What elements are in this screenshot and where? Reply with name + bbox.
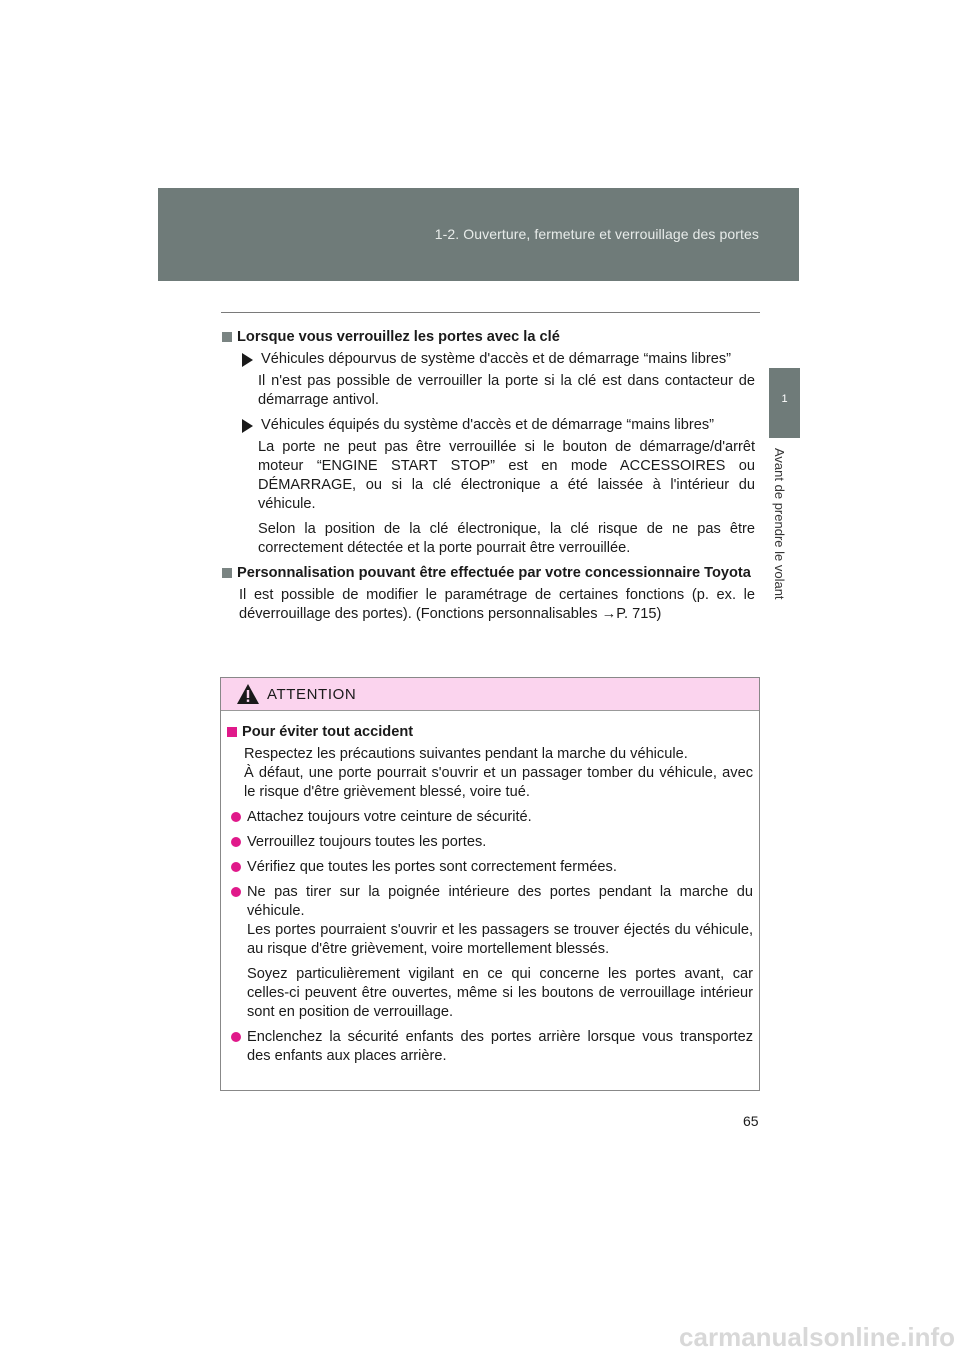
main-content bbox=[222, 328, 755, 630]
header-band bbox=[158, 188, 799, 281]
chapter-label: Avant de prendre le volant bbox=[772, 448, 787, 600]
chapter-tab bbox=[769, 368, 800, 438]
watermark bbox=[0, 1318, 960, 1358]
list-item: Véhicules équipés du système d'accès et de démarrage “mains libres” bbox=[222, 416, 755, 435]
header-rule bbox=[221, 312, 760, 313]
section-heading-lock: Lorsque vous verrouillez les portes avec la clé bbox=[222, 328, 755, 347]
warning-bullet: Verrouillez toujours toutes les portes. bbox=[227, 833, 753, 852]
paragraph: Selon la position de la clé électronique, la clé risque de ne pas être correctement détectée et la porte pourrait être verrouillée. bbox=[258, 521, 755, 556]
warning-intro: Respectez les précautions suivantes pendant la marche du véhicule. À défaut, une porte pourrait s'ouvrir et un passager tomber du véhicule, avec le risque d'être grièvement blessé, voire tué. bbox=[244, 746, 753, 800]
square-bullet-icon bbox=[222, 568, 232, 578]
bullet-icon bbox=[231, 837, 241, 847]
warning-icon bbox=[236, 683, 260, 705]
warning-bullet: Vérifiez que toutes les portes sont correctement fermées. bbox=[227, 858, 753, 877]
triangle-bullet-icon bbox=[242, 353, 253, 367]
warning-heading: Pour éviter tout accident bbox=[227, 723, 753, 742]
bullet-icon bbox=[231, 887, 241, 897]
list-item: Véhicules dépourvus de système d'accès et de démarrage “mains libres” bbox=[222, 350, 755, 369]
warning-header bbox=[221, 678, 759, 711]
square-bullet-icon bbox=[222, 332, 232, 342]
watermark-text: carmanualsonline.info bbox=[679, 1322, 955, 1352]
section-title: 1-2. Ouverture, fermeture et verrouillage des portes bbox=[434, 226, 759, 242]
bullet-icon bbox=[231, 1032, 241, 1042]
bullet-icon bbox=[231, 862, 241, 872]
square-bullet-icon bbox=[227, 727, 237, 737]
warning-bullet: Ne pas tirer sur la poignée intérieure des portes pendant la marche du véhicule. Les portes pourraient s'ouvrir et les passagers se trouver éjectés du véhicule, au risque d'être grièvement, voire mortellement blessés. Soyez particulièrement vigilant en ce qui concerne les portes avant, car celles-ci peuvent être ouvertes, même si les boutons de verrouillage intérieur sont en position de verrouillage. bbox=[227, 883, 753, 1022]
warning-body bbox=[221, 711, 759, 1066]
bullet-icon bbox=[231, 812, 241, 822]
triangle-bullet-icon bbox=[242, 419, 253, 433]
paragraph: Il n'est pas possible de verrouiller la porte si la clé est dans contacteur de démarrage antivol. bbox=[258, 373, 755, 408]
paragraph: Il est possible de modifier le paramétrage de certaines fonctions (p. ex. le déverrouillage des portes). (Fonctions personnalisables →P. 715) bbox=[239, 587, 755, 622]
warning-bullet: Attachez toujours votre ceinture de sécurité. bbox=[227, 808, 753, 827]
warning-box bbox=[220, 677, 760, 1091]
paragraph: La porte ne peut pas être verrouillée si le bouton de démarrage/d'arrêt moteur “ENGINE START STOP” est en mode ACCESSOIRES ou DÉMARRAGE, ou si la clé électronique a été laissée à l'intérieur du véhicule. bbox=[258, 439, 755, 512]
warning-title: ATTENTION bbox=[267, 686, 357, 703]
page-number: 65 bbox=[743, 1113, 759, 1129]
chapter-number: 1 bbox=[781, 393, 788, 405]
section-heading-custom: Personnalisation pouvant être effectuée par votre concessionnaire Toyota bbox=[222, 564, 755, 583]
warning-bullet: Enclenchez la sécurité enfants des portes arrière lorsque vous transportez des enfants aux places arrière. bbox=[227, 1028, 753, 1066]
